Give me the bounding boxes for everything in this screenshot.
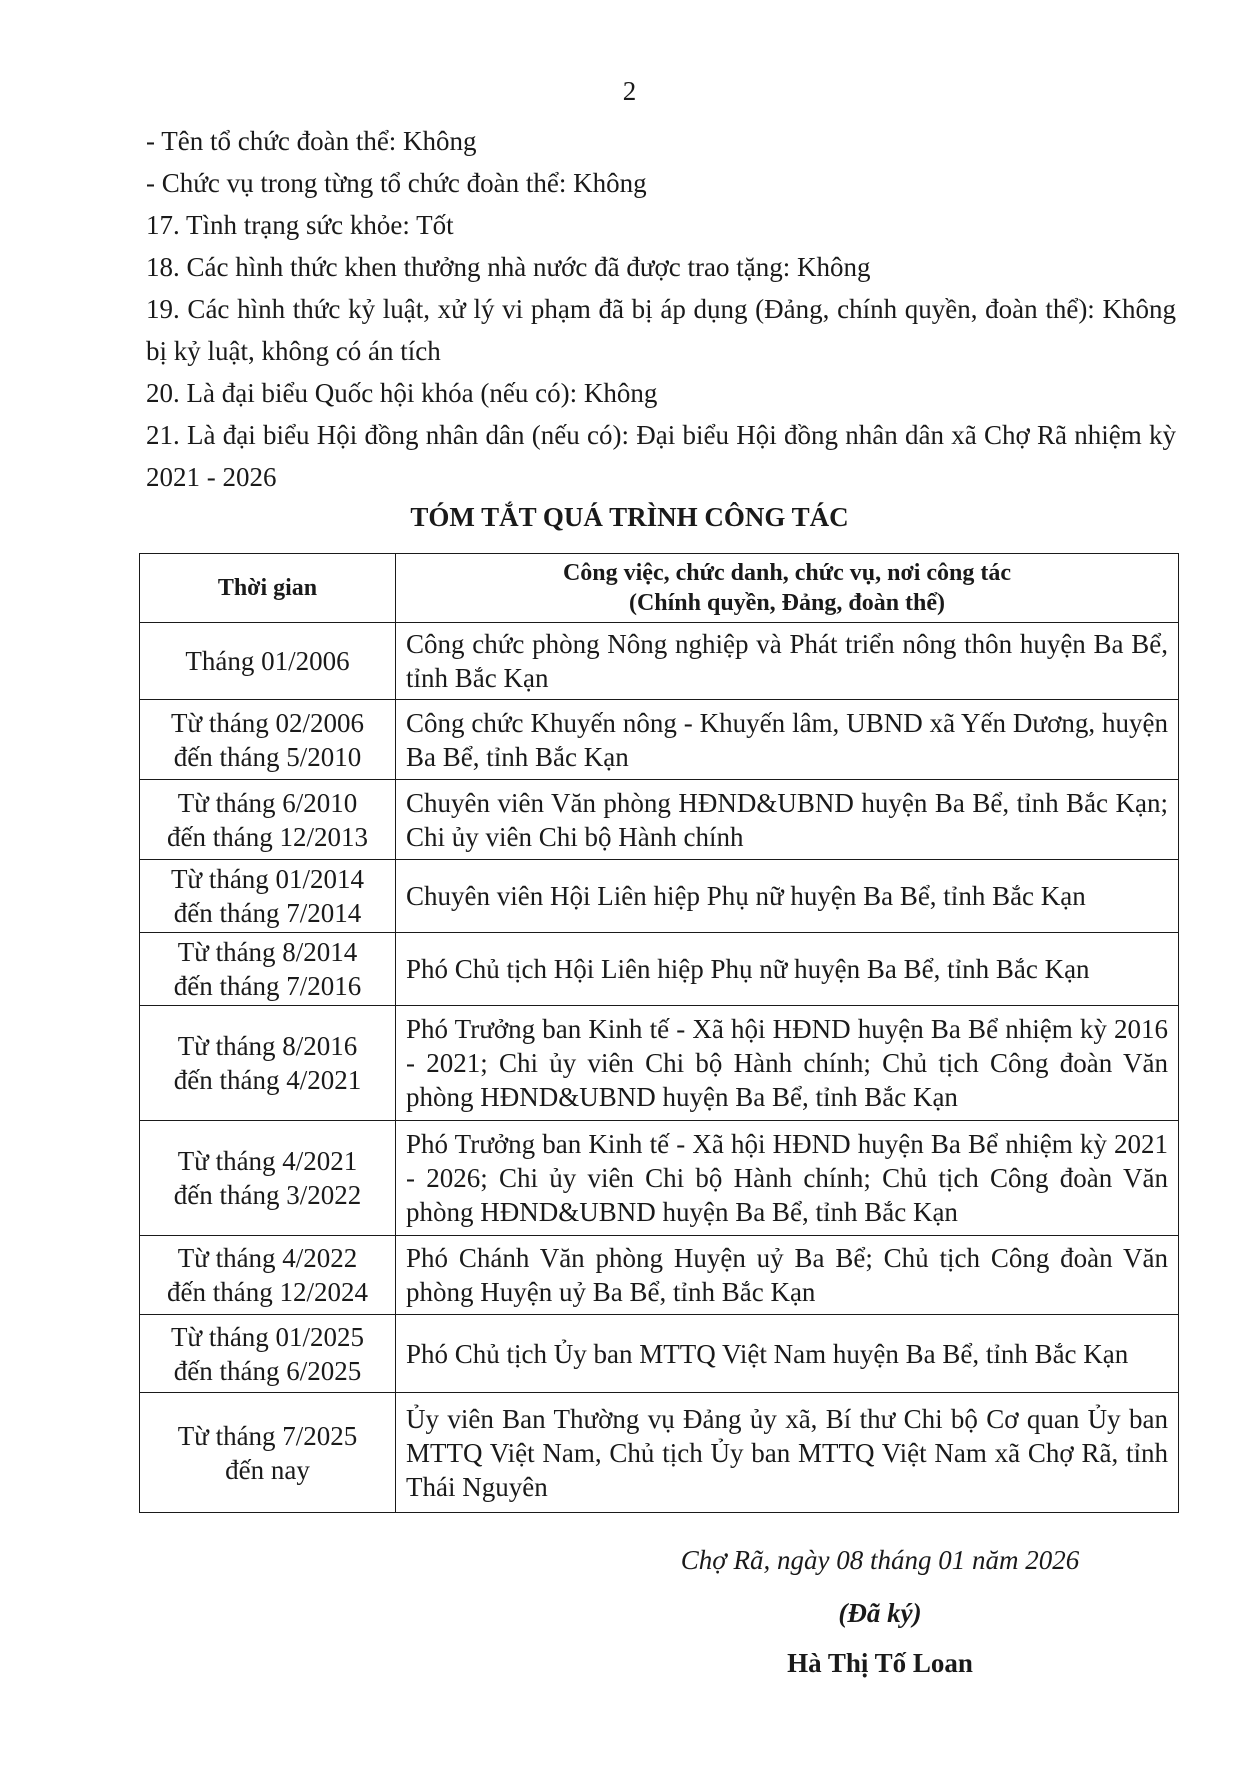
job-cell: Công chức Khuyến nông - Khuyến lâm, UBND xã Yến Dương, huyện Ba Bể, tỉnh Bắc Kạn [396, 700, 1179, 780]
job-cell: Phó Trưởng ban Kinh tế - Xã hội HĐND huyện Ba Bể nhiệm kỳ 2016 - 2021; Chi ủy viên Chi bộ Hành chính; Chủ tịch Công đoàn Văn phòng HĐND&UBND huyện Ba Bể, tỉnh Bắc Kạn [396, 1006, 1179, 1121]
header-time: Thời gian [140, 554, 396, 623]
time-from: Từ tháng 4/2022 [177, 1243, 358, 1273]
table-row [140, 1121, 1179, 1236]
table-row [140, 623, 1179, 700]
table-row [140, 933, 1179, 1006]
time-from: Từ tháng 01/2025 [170, 1321, 365, 1352]
table-row [140, 780, 1179, 860]
time-to: đến tháng 5/2010 [173, 741, 362, 772]
job-cell: Công chức phòng Nông nghiệp và Phát triển nông thôn huyện Ba Bể, tỉnh Bắc Kạn [396, 623, 1179, 700]
signer-name: Hà Thị Tố Loan [787, 1648, 973, 1678]
time-to: đến tháng 3/2022 [173, 1180, 362, 1210]
work-history-table [139, 553, 1179, 1513]
time-cell [140, 1315, 396, 1393]
time-to: đến tháng 12/2013 [167, 821, 368, 852]
info-line: 17. Tình trạng sức khỏe: Tốt [146, 210, 454, 240]
table-row [140, 700, 1179, 780]
time-from: Từ tháng 01/2014 [170, 864, 365, 894]
info-line: - Chức vụ trong từng tổ chức đoàn thể: Không [146, 168, 647, 198]
page-number: 2 [622, 76, 637, 106]
signature-signed-note: (Đã ký) [838, 1598, 922, 1628]
time-to: đến tháng 7/2016 [173, 971, 362, 1001]
job-cell: Phó Chánh Văn phòng Huyện uỷ Ba Bể; Chủ tịch Công đoàn Văn phòng Huyện uỷ Ba Bể, tỉnh Bắc Kạn [396, 1236, 1179, 1315]
time-to: đến tháng 7/2014 [173, 898, 362, 928]
table-row [140, 1315, 1179, 1393]
time-from: Từ tháng 6/2010 [177, 787, 358, 818]
job-cell: Chuyên viên Hội Liên hiệp Phụ nữ huyện Ba Bể, tỉnh Bắc Kạn [396, 860, 1179, 933]
time-cell [140, 623, 396, 700]
time-to: đến tháng 4/2021 [173, 1065, 362, 1095]
job-cell: Ủy viên Ban Thường vụ Đảng ủy xã, Bí thư Chi bộ Cơ quan Ủy ban MTTQ Việt Nam, Chủ tịch Ủy ban MTTQ Việt Nam xã Chợ Rã, tỉnh Thái Nguyên [396, 1393, 1179, 1513]
info-line: 19. Các hình thức kỷ luật, xử lý vi phạm đã bị áp dụng (Đảng, chính quyền, đoàn thể): Không bị kỷ luật, không có án tích [146, 294, 1176, 366]
info-line: 21. Là đại biểu Hội đồng nhân dân (nếu có): Đại biểu Hội đồng nhân dân xã Chợ Rã nhiệm kỳ 2021 - 2026 [146, 420, 1176, 492]
header-job-line1: Công việc, chức danh, chức vụ, nơi công tác [562, 560, 1012, 586]
time-from: Từ tháng 8/2016 [177, 1031, 358, 1061]
header-job-line2: (Chính quyền, Đảng, đoàn thể) [628, 590, 946, 616]
time-from: Từ tháng 8/2014 [177, 937, 358, 967]
time-to: đến tháng 6/2025 [173, 1355, 362, 1386]
time-cell [140, 780, 396, 860]
personal-info-list [146, 120, 1176, 498]
info-line: 20. Là đại biểu Quốc hội khóa (nếu có): Không [146, 378, 658, 408]
time-from: Từ tháng 4/2021 [177, 1146, 358, 1176]
table-row [140, 1006, 1179, 1121]
table-row [140, 860, 1179, 933]
info-line: 18. Các hình thức khen thưởng nhà nước đã được trao tặng: Không [146, 252, 871, 282]
time-cell [140, 1121, 396, 1236]
time-cell [140, 1393, 396, 1513]
time-to: đến nay [225, 1454, 310, 1485]
time-from: Từ tháng 02/2006 [170, 707, 365, 738]
table-row [140, 1393, 1179, 1513]
time-cell [140, 1236, 396, 1315]
time-from: Tháng 01/2006 [185, 646, 350, 676]
info-line: - Tên tổ chức đoàn thể: Không [146, 126, 477, 156]
header-job [396, 554, 1179, 623]
job-cell: Chuyên viên Văn phòng HĐND&UBND huyện Ba Bể, tỉnh Bắc Kạn; Chi ủy viên Chi bộ Hành chính [396, 780, 1179, 860]
job-cell: Phó Trưởng ban Kinh tế - Xã hội HĐND huyện Ba Bể nhiệm kỳ 2021 - 2026; Chi ủy viên Chi bộ Hành chính; Chủ tịch Công đoàn Văn phòng HĐND&UBND huyện Ba Bể, tỉnh Bắc Kạn [396, 1121, 1179, 1236]
time-to: đến tháng 12/2024 [167, 1277, 368, 1307]
job-cell: Phó Chủ tịch Ủy ban MTTQ Việt Nam huyện Ba Bể, tỉnh Bắc Kạn [396, 1315, 1179, 1393]
time-from: Từ tháng 7/2025 [177, 1420, 358, 1451]
table-header-row [140, 554, 1179, 623]
time-cell [140, 860, 396, 933]
job-cell: Phó Chủ tịch Hội Liên hiệp Phụ nữ huyện Ba Bể, tỉnh Bắc Kạn [396, 933, 1179, 1006]
time-cell [140, 933, 396, 1006]
time-cell [140, 700, 396, 780]
section-title: TÓM TẮT QUÁ TRÌNH CÔNG TÁC [410, 502, 849, 532]
table-row [140, 1236, 1179, 1315]
time-cell [140, 1006, 396, 1121]
signature-place-date: Chợ Rã, ngày 08 tháng 01 năm 2026 [680, 1545, 1080, 1575]
